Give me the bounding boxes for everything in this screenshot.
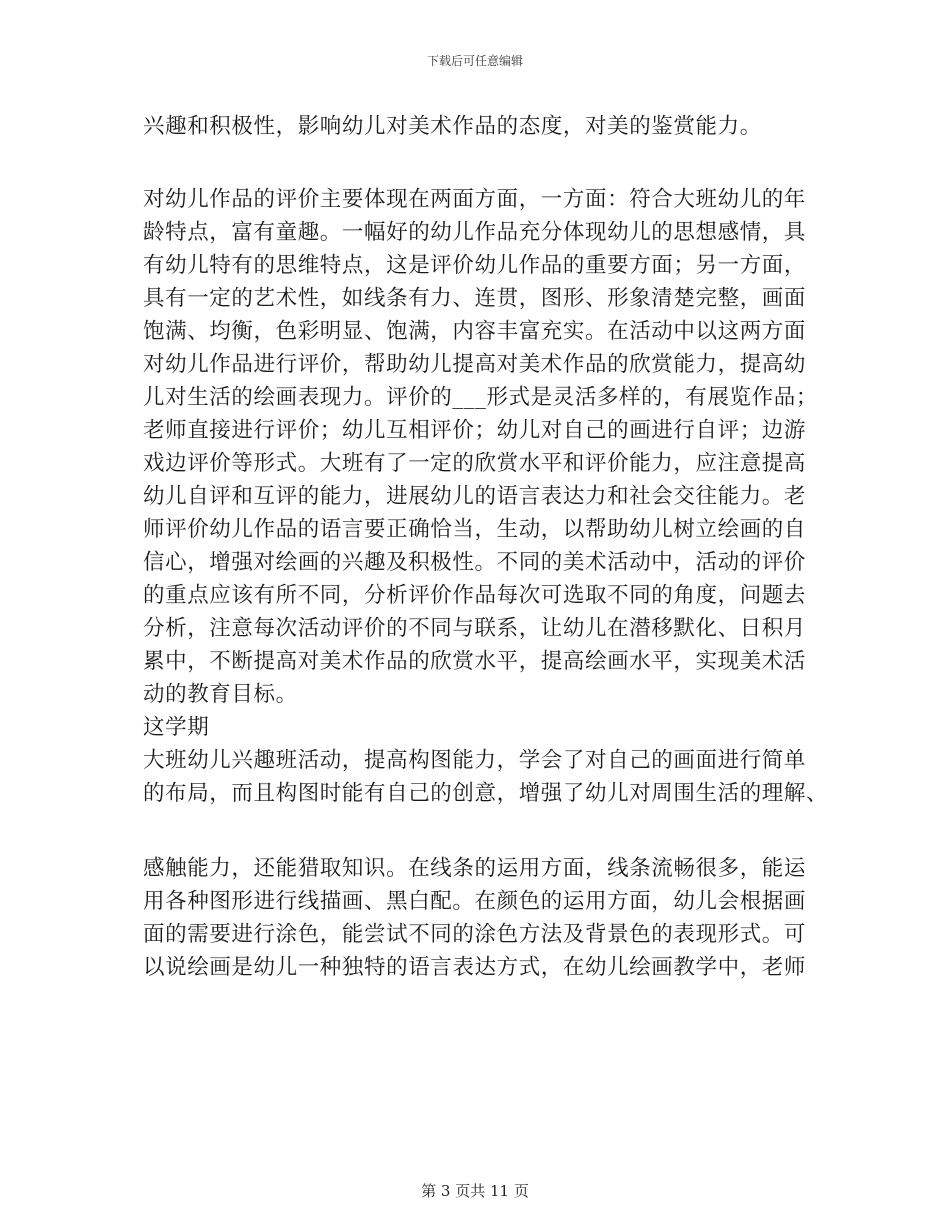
text-line: 有幼儿特有的思维特点，这是评价幼儿作品的重要方面；另一方面， xyxy=(143,253,807,278)
text-line: 兴趣和积极性，影响幼儿对美术作品的态度，对美的鉴赏能力。 xyxy=(143,114,762,139)
text-line: 用各种图形进行线描画、黑白配。在颜色的运用方面，幼儿会根据画 xyxy=(143,889,807,914)
page-footer: 第 3 页共 11 页 xyxy=(421,1182,529,1200)
text-line: 龄特点，富有童趣。一幅好的幼儿作品充分体现幼儿的思想感情，具 xyxy=(143,220,807,245)
text-line: 师评价幼儿作品的语言要正确恰当，生动，以帮助幼儿树立绘画的自 xyxy=(143,517,807,542)
text-line: 分析，注意每次活动评价的不同与联系，让幼儿在潜移默化、日积月 xyxy=(143,616,807,641)
text-line: 对幼儿作品进行评价，帮助幼儿提高对美术作品的欣赏能力，提高幼 xyxy=(143,352,807,377)
text-line: 信心，增强对绘画的兴趣及积极性。不同的美术活动中，活动的评价 xyxy=(143,550,807,575)
text-line: 老师直接进行评价；幼儿互相评价；幼儿对自己的画进行自评；边游 xyxy=(143,418,807,443)
text-line: 戏边评价等形式。大班有了一定的欣赏水平和评价能力，应注意提高 xyxy=(143,451,807,476)
text-line: 饱满、均衡，色彩明显、饱满，内容丰富充实。在活动中以这两方面 xyxy=(143,319,807,344)
text-line: 累中，不断提高对美术作品的欣赏水平，提高绘画水平，实现美术活 xyxy=(143,649,807,674)
text-line: 对幼儿作品的评价主要体现在两面方面，一方面：符合大班幼儿的年 xyxy=(143,187,807,212)
text-line: 儿对生活的绘画表现力。评价的___形式是灵活多样的，有展览作品； xyxy=(143,385,818,410)
text-line: 的布局，而且构图时能有自己的创意，增强了幼儿对周围生活的理解、 xyxy=(143,781,829,806)
text-line: 幼儿自评和互评的能力，进展幼儿的语言表达力和社会交往能力。老 xyxy=(143,484,807,509)
text-line: 感触能力，还能猎取知识。在线条的运用方面，线条流畅很多，能运 xyxy=(143,856,807,881)
text-line: 的重点应该有所不同，分析评价作品每次可选取不同的角度，问题去 xyxy=(143,583,807,608)
text-line: 面的需要进行涂色，能尝试不同的涂色方法及背景色的表现形式。可 xyxy=(143,922,807,947)
text-line: 具有一定的艺术性，如线条有力、连贯，图形、形象清楚完整，画面 xyxy=(143,286,807,311)
text-line: 以说绘画是幼儿一种独特的语言表达方式，在幼儿绘画教学中，老师 xyxy=(143,955,807,980)
page-header: 下载后可任意编辑 xyxy=(426,54,523,68)
text-line: 这学期 xyxy=(143,715,210,740)
text-line: 动的教育目标。 xyxy=(143,682,298,707)
text-line: 大班幼儿兴趣班活动，提高构图能力，学会了对自己的画面进行简单 xyxy=(143,748,807,773)
